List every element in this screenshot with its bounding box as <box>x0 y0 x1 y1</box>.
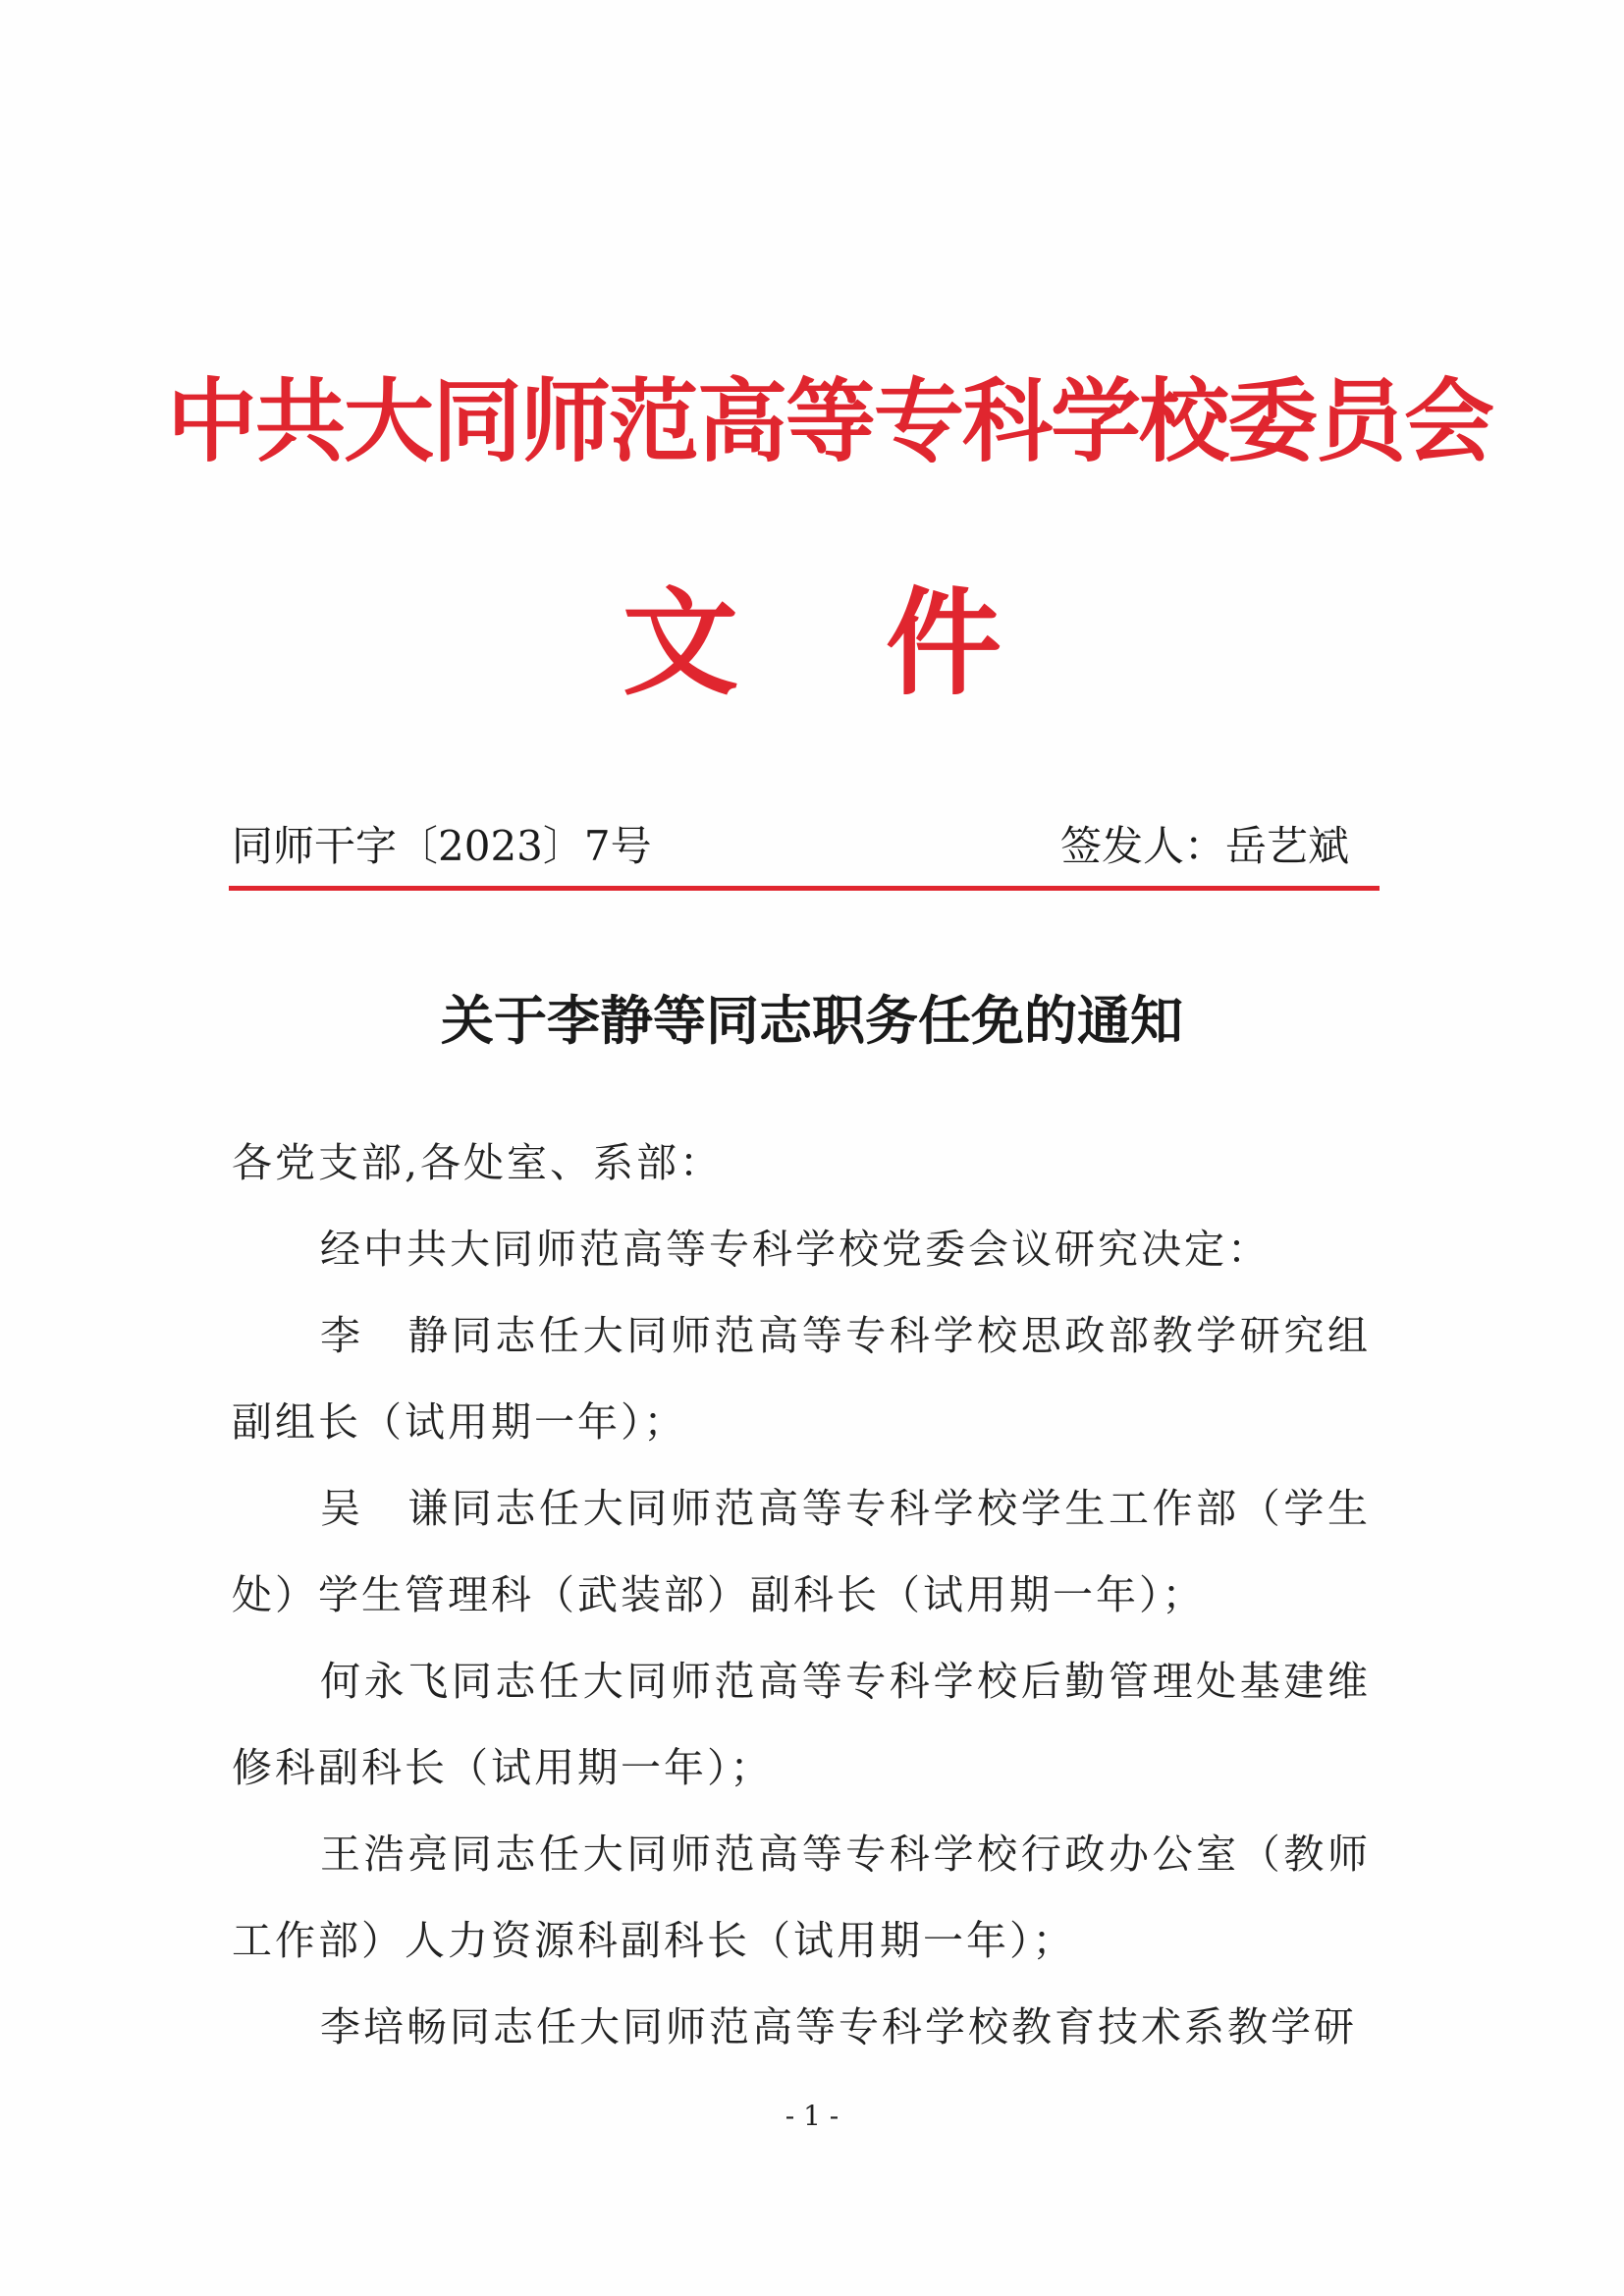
body-paragraph: 经中共大同师范高等专科学校党委会议研究决定： <box>320 1226 1271 1273</box>
document-type-header: 文件 <box>622 575 1149 711</box>
red-divider-line <box>229 886 1380 891</box>
body-paragraph: 吴 谦同志任大同师范高等专科学校学生工作部（学生处）学生管理科（武装部）副科长（试用期一年）； <box>232 1485 1371 1618</box>
body-paragraph: 李培畅同志任大同师范高等专科学校教育技术系教学研 <box>320 2003 1357 2050</box>
document-body <box>232 1120 1371 2070</box>
body-paragraph: 何永飞同志任大同师范高等专科学校后勤管理处基建维修科副科长（试用期一年）； <box>232 1658 1371 1791</box>
salutation: 各党支部,各处室、系部： <box>232 1139 724 1186</box>
page-number: - 1 - <box>785 2100 839 2132</box>
signer: 签发人：岳艺斌 <box>1059 822 1349 870</box>
issuing-organization-header: 中共大同师范高等专科学校委员会 <box>167 369 1493 474</box>
document-number: 同师干字〔2023〕7号 <box>232 822 652 870</box>
body-paragraph: 王浩亮同志任大同师范高等专科学校行政办公室（教师工作部）人力资源科副科长（试用期一年）； <box>232 1831 1371 1964</box>
document-title: 关于李静等同志职务任免的通知 <box>441 990 1183 1052</box>
body-paragraph: 李 静同志任大同师范高等专科学校思政部教学研究组副组长（试用期一年）； <box>232 1312 1371 1446</box>
